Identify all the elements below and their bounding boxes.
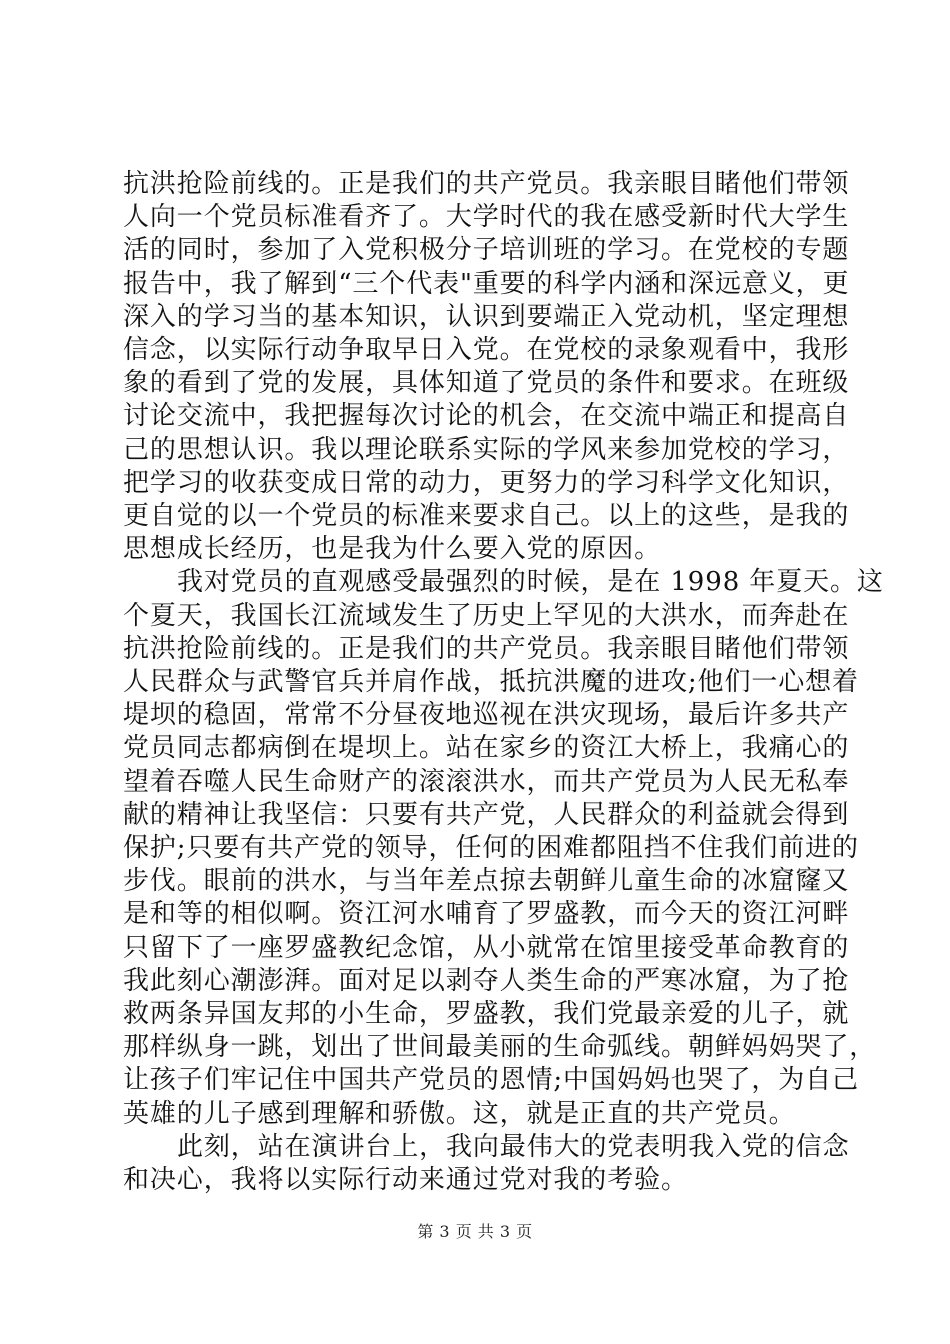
paragraph-2 bbox=[123, 566, 884, 1130]
text-line: 步伐。眼前的洪水，与当年差点掠去朝鲜儿童生命的冰窟窿又 bbox=[123, 866, 850, 897]
text-line: 报告中，我了解到“三个代表"重要的科学内涵和深远意义，更 bbox=[123, 268, 850, 299]
text-line: 和决心，我将以实际行动来通过党对我的考验。 bbox=[123, 1165, 688, 1196]
text-line: 让孩子们牢记住中国共产党员的恩情;中国妈妈也哭了，为自己 bbox=[123, 1065, 859, 1096]
body-text bbox=[123, 168, 884, 1197]
text-line: 信念，以实际行动争取早日入党。在党校的录象观看中，我形 bbox=[123, 335, 850, 366]
text-line: 更自觉的以一个党员的标准来要求自己。以上的这些，是我的 bbox=[123, 501, 850, 532]
text-line: 党员同志都病倒在堤坝上。站在家乡的资江大桥上，我痛心的 bbox=[123, 733, 850, 764]
text-line: 救两条异国友邦的小生命，罗盛教，我们党最亲爱的儿子，就 bbox=[123, 999, 850, 1030]
text-line: 是和等的相似啊。资江河水哺育了罗盛教，而今天的资江河畔 bbox=[123, 899, 850, 930]
text-line: 思想成长经历，也是我为什么要入党的原因。 bbox=[123, 534, 662, 565]
text-line: 我对党员的直观感受最强烈的时候，是在 1998 年夏天。这 bbox=[177, 567, 884, 598]
text-line: 保护;只要有共产党的领导，任何的困难都阻挡不住我们前进的 bbox=[123, 833, 859, 864]
text-line: 活的同时，参加了入党积极分子培训班的学习。在党校的专题 bbox=[123, 235, 850, 266]
text-line: 把学习的收获变成日常的动力，更努力的学习科学文化知识， bbox=[123, 467, 850, 498]
paragraph-1 bbox=[123, 168, 850, 566]
text-line: 深入的学习当的基本知识，认识到要端正入党动机，坚定理想 bbox=[123, 301, 850, 332]
text-line: 抗洪抢险前线的。正是我们的共产党员。我亲眼目睹他们带领 bbox=[123, 633, 850, 664]
text-line: 只留下了一座罗盛教纪念馆，从小就常在馆里接受革命教育的 bbox=[123, 932, 850, 963]
text-line: 象的看到了党的发展，具体知道了党员的条件和要求。在班级 bbox=[123, 368, 850, 399]
text-line: 此刻，站在演讲台上，我向最伟大的党表明我入党的信念 bbox=[177, 1131, 850, 1162]
text-line: 人民群众与武警官兵并肩作战，抵抗洪魔的进攻;他们一心想着 bbox=[123, 667, 859, 698]
text-line: 人向一个党员标准看齐了。大学时代的我在感受新时代大学生 bbox=[123, 202, 850, 233]
text-line: 望着吞噬人民生命财产的滚滚洪水，而共产党员为人民无私奉 bbox=[123, 766, 850, 797]
text-line: 那样纵身一跳，划出了世间最美丽的生命弧线。朝鲜妈妈哭了， bbox=[123, 1032, 877, 1063]
text-line: 英雄的儿子感到理解和骄傲。这，就是正直的共产党员。 bbox=[123, 1098, 796, 1129]
text-line: 献的精神让我坚信：只要有共产党，人民群众的利益就会得到 bbox=[123, 799, 850, 830]
text-line: 己的思想认识。我以理论联系实际的学风来参加党校的学习， bbox=[123, 434, 850, 465]
text-line: 我此刻心潮澎湃。面对足以剥夺人类生命的严寒冰窟，为了抢 bbox=[123, 965, 850, 996]
page-footer: 第 3 页 共 3 页 bbox=[417, 1222, 533, 1241]
paragraph-3 bbox=[123, 1131, 850, 1197]
text-line: 堤坝的稳固，常常不分昼夜地巡视在洪灾现场，最后许多共产 bbox=[123, 700, 850, 731]
text-line: 个夏天，我国长江流域发生了历史上罕见的大洪水，而奔赴在 bbox=[123, 600, 850, 631]
text-line: 抗洪抢险前线的。正是我们的共产党员。我亲眼目睹他们带领 bbox=[123, 169, 850, 199]
text-line: 讨论交流中，我把握每次讨论的机会，在交流中端正和提高自 bbox=[123, 401, 850, 432]
